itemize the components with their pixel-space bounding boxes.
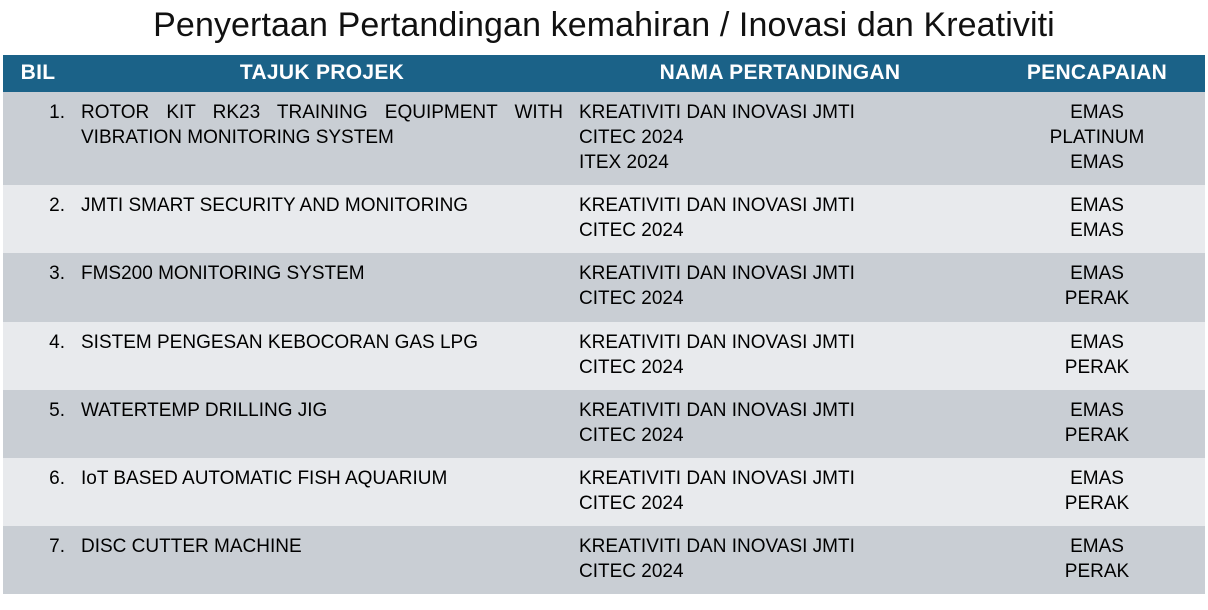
cell-bil: 1. bbox=[3, 92, 73, 185]
cell-nama-pertandingan bbox=[571, 458, 989, 526]
competition-name-line: KREATIVITI DAN INOVASI JMTI bbox=[579, 331, 855, 353]
table-body bbox=[3, 92, 1205, 594]
table-row bbox=[3, 526, 1205, 594]
table-row bbox=[3, 390, 1205, 458]
cell-bil: 4. bbox=[3, 322, 73, 390]
cell-tajuk-projek: JMTI SMART SECURITY AND MONITORING bbox=[73, 185, 571, 253]
column-header-tajuk-projek: TAJUK PROJEK bbox=[73, 55, 571, 92]
achievement-line: EMAS bbox=[1070, 152, 1124, 174]
cell-nama-pertandingan bbox=[571, 526, 989, 594]
competition-name-line: CITEC 2024 bbox=[579, 288, 684, 310]
achievement-line: PERAK bbox=[1064, 561, 1130, 583]
page-title: Penyertaan Pertandingan kemahiran / Inovasi dan Kreativiti bbox=[153, 6, 1055, 44]
cell-nama-pertandingan bbox=[571, 390, 989, 458]
cell-tajuk-projek: FMS200 MONITORING SYSTEM bbox=[73, 253, 571, 321]
cell-bil: 6. bbox=[3, 458, 73, 526]
achievement-line: PERAK bbox=[1064, 356, 1130, 378]
competition-name-line: CITEC 2024 bbox=[579, 561, 684, 583]
competition-name-line: KREATIVITI DAN INOVASI JMTI bbox=[579, 399, 855, 421]
competition-name-line: KREATIVITI DAN INOVASI JMTI bbox=[579, 195, 855, 217]
cell-pencapaian bbox=[989, 526, 1205, 594]
achievement-line: EMAS bbox=[1070, 195, 1124, 217]
competition-name-line: KREATIVITI DAN INOVASI JMTI bbox=[579, 467, 855, 489]
cell-pencapaian bbox=[989, 92, 1205, 185]
cell-nama-pertandingan bbox=[571, 253, 989, 321]
cell-nama-pertandingan bbox=[571, 322, 989, 390]
achievement-line: PERAK bbox=[1064, 288, 1130, 310]
cell-pencapaian bbox=[989, 253, 1205, 321]
competition-name-line: KREATIVITI DAN INOVASI JMTI bbox=[579, 263, 855, 285]
competition-name-line: CITEC 2024 bbox=[579, 424, 684, 446]
cell-tajuk-projek: IoT BASED AUTOMATIC FISH AQUARIUM bbox=[73, 458, 571, 526]
column-header-nama-pertandingan: NAMA PERTANDINGAN bbox=[571, 55, 989, 92]
achievement-line: EMAS bbox=[1070, 467, 1124, 489]
achievement-line: PLATINUM bbox=[1049, 127, 1145, 149]
achievement-line: EMAS bbox=[1070, 102, 1124, 123]
table-header bbox=[3, 55, 1205, 92]
table-row bbox=[3, 253, 1205, 321]
table-row bbox=[3, 458, 1205, 526]
cell-pencapaian bbox=[989, 458, 1205, 526]
achievement-line: PERAK bbox=[1064, 492, 1130, 514]
achievement-line: EMAS bbox=[1070, 263, 1124, 285]
cell-tajuk-projek: WATERTEMP DRILLING JIG bbox=[73, 390, 571, 458]
table-header-row bbox=[3, 55, 1205, 92]
achievement-line: EMAS bbox=[1070, 536, 1124, 558]
cell-tajuk-projek: DISC CUTTER MACHINE bbox=[73, 526, 571, 594]
cell-nama-pertandingan bbox=[571, 185, 989, 253]
cell-pencapaian bbox=[989, 390, 1205, 458]
cell-bil: 7. bbox=[3, 526, 73, 594]
cell-bil: 3. bbox=[3, 253, 73, 321]
competition-name-line: CITEC 2024 bbox=[579, 356, 684, 378]
column-header-bil: BIL bbox=[3, 55, 73, 92]
cell-pencapaian bbox=[989, 322, 1205, 390]
cell-tajuk-projek: SISTEM PENGESAN KEBOCORAN GAS LPG bbox=[73, 322, 571, 390]
achievement-line: PERAK bbox=[1064, 424, 1130, 446]
achievement-line: EMAS bbox=[1070, 331, 1124, 353]
achievement-line: EMAS bbox=[1070, 220, 1124, 242]
column-header-pencapaian: PENCAPAIAN bbox=[989, 55, 1205, 92]
cell-nama-pertandingan bbox=[571, 92, 989, 185]
competition-name-line: CITEC 2024 bbox=[579, 220, 684, 242]
table-row bbox=[3, 185, 1205, 253]
competition-name-line: CITEC 2024 bbox=[579, 492, 684, 514]
competition-name-line: CITEC 2024 bbox=[579, 127, 684, 149]
table-row bbox=[3, 322, 1205, 390]
cell-bil: 5. bbox=[3, 390, 73, 458]
table-row bbox=[3, 92, 1205, 185]
cell-bil: 2. bbox=[3, 185, 73, 253]
competition-name-line: ITEX 2024 bbox=[579, 152, 669, 174]
competition-name-line: KREATIVITI DAN INOVASI JMTI bbox=[579, 102, 855, 123]
cell-tajuk-projek: ROTOR KIT RK23 TRAINING EQUIPMENT WITH VIBRATION MONITORING SYSTEM bbox=[73, 92, 571, 185]
cell-pencapaian bbox=[989, 185, 1205, 253]
achievement-line: EMAS bbox=[1070, 399, 1124, 421]
competition-name-line: KREATIVITI DAN INOVASI JMTI bbox=[579, 536, 855, 558]
competition-participation-table bbox=[3, 55, 1205, 594]
